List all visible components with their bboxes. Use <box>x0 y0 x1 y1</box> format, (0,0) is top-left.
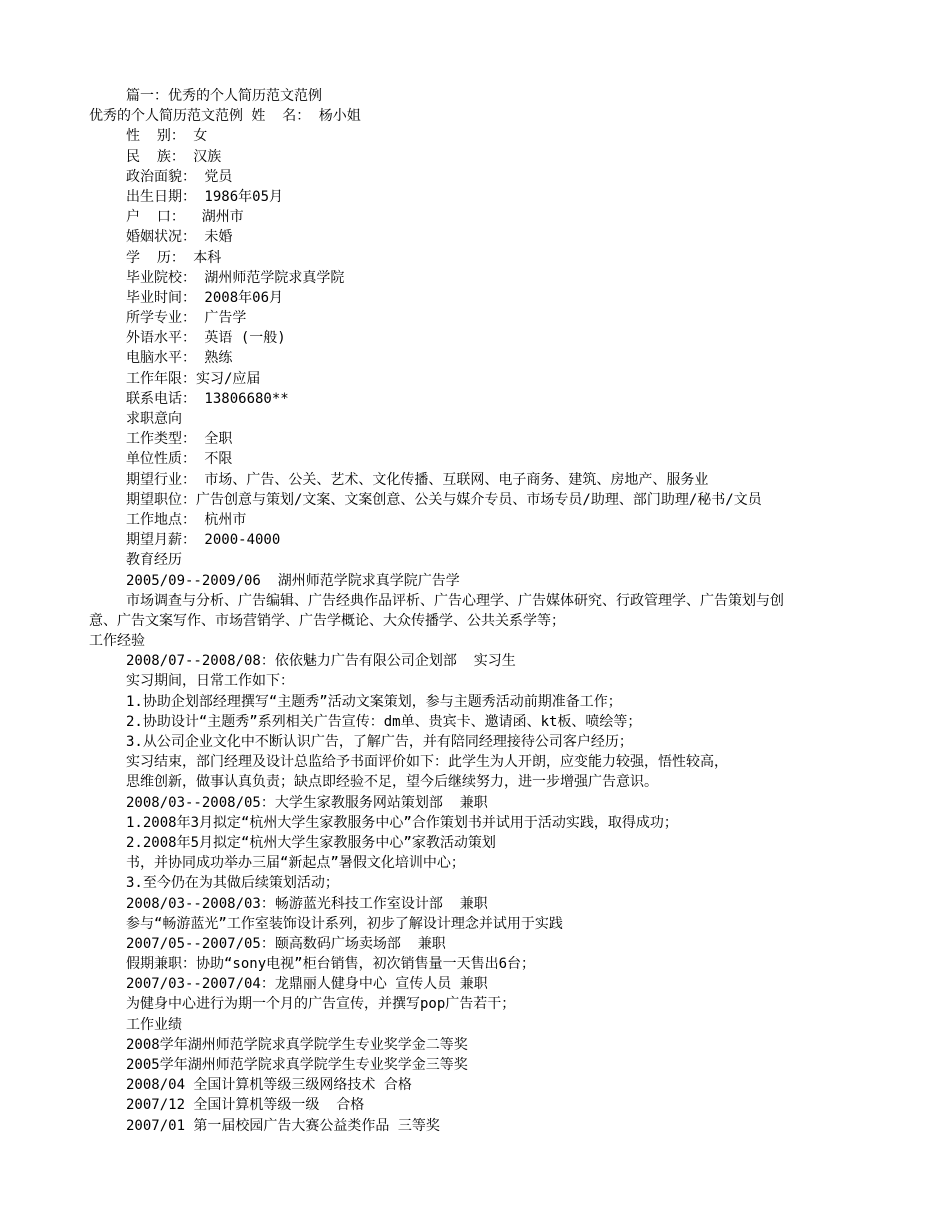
text-line: 外语水平： 英语 (一般) <box>126 330 286 347</box>
text-line: 电脑水平： 熟练 <box>126 350 233 367</box>
text-line: 篇一：优秀的个人简历范文范例 <box>126 88 322 104</box>
text-line: 2008/03--2008/05：大学生家教服务网站策划部 兼职 <box>126 794 488 811</box>
text-line: 联系电话： 13806680** <box>126 390 289 407</box>
text-line: 工作经验 <box>89 633 145 650</box>
text-line: 2005/09--2009/06 湖州师范学院求真学院广告学 <box>126 572 460 589</box>
text-line: 期望职位：广告创意与策划/文案、文案创意、公关与媒介专员、市场专员/助理、部门助理/秘书/文员 <box>126 491 762 508</box>
text-line: 求职意向 <box>126 411 182 427</box>
text-line: 意、广告文案写作、市场营销学、广告学概论、大众传播学、公共关系学等； <box>89 612 565 629</box>
text-line: 实习期间，日常工作如下： <box>126 673 294 690</box>
text-line: 2008学年湖州师范学院求真学院学生专业奖学金二等奖 <box>126 1036 468 1053</box>
text-line: 单位性质： 不限 <box>126 451 233 468</box>
text-line: 2008/03--2008/03：畅游蓝光科技工作室设计部 兼职 <box>126 895 488 912</box>
text-line: 实习结束，部门经理及设计总监给予书面评价如下：此学生为人开朗，应变能力较强，悟性较高， <box>126 754 728 771</box>
text-line: 毕业院校： 湖州师范学院求真学院 <box>126 269 345 286</box>
text-line: 2008/04 全国计算机等级三级网络技术 合格 <box>126 1077 412 1094</box>
text-line: 书，并协同成功举办三届“新起点”暑假文化培训中心； <box>126 855 465 872</box>
text-line: 2.协助设计“主题秀”系列相关广告宣传：dm单、贵宾卡、邀请函、kt板、喷绘等； <box>126 713 642 730</box>
text-line: 期望行业： 市场、广告、公关、艺术、文化传播、互联网、电子商务、建筑、房地产、服务业 <box>126 471 709 488</box>
text-line: 毕业时间： 2008年06月 <box>126 289 284 306</box>
text-line: 假期兼职：协助“sony电视”柜台销售，初次销售量一天售出6台； <box>126 956 535 973</box>
text-line: 教育经历 <box>126 552 182 569</box>
text-line: 1.2008年3月拟定“杭州大学生家教服务中心”合作策划书并试用于活动实践，取得成功； <box>126 814 678 831</box>
text-line: 2007/12 全国计算机等级一级 合格 <box>126 1097 365 1114</box>
text-line: 期望月薪： 2000-4000 <box>126 532 281 549</box>
text-line: 2005学年湖州师范学院求真学院学生专业奖学金三等奖 <box>126 1057 468 1073</box>
text-line: 工作地点： 杭州市 <box>126 511 247 528</box>
text-line: 政治面貌： 党员 <box>126 168 233 185</box>
text-line: 婚姻状况： 未婚 <box>126 229 233 246</box>
text-line: 学 历： 本科 <box>126 249 222 266</box>
text-line: 性 别： 女 <box>126 128 208 145</box>
text-line: 3.至今仍在为其做后续策划活动； <box>126 875 339 892</box>
text-line: 为健身中心进行为期一个月的广告宣传，并撰写pop广告若干； <box>126 996 516 1013</box>
text-line: 所学专业： 广告学 <box>126 310 247 327</box>
text-line: 工作业绩 <box>126 1016 182 1033</box>
text-line: 市场调查与分析、广告编辑、广告经典作品评析、广告心理学、广告媒体研究、行政管理学、广告策划与创 <box>126 592 784 609</box>
text-line: 2007/01 第一届校园广告大赛公益类作品 三等奖 <box>126 1117 440 1134</box>
text-line: 民 族： 汉族 <box>126 148 222 165</box>
text-line: 3.从公司企业文化中不断认识广告，了解广告，并有陪同经理接待公司客户经历； <box>126 734 633 750</box>
text-line: 优秀的个人简历范文范例 姓 名： 杨小姐 <box>89 108 361 125</box>
text-line: 参与“畅游蓝光”工作室装饰设计系列，初步了解设计理念并试用于实践 <box>126 915 563 932</box>
text-line: 1.协助企划部经理撰写“主题秀”活动文案策划，参与主题秀活动前期准备工作； <box>126 693 622 710</box>
text-line: 工作类型： 全职 <box>126 431 233 448</box>
text-line: 出生日期： 1986年05月 <box>126 188 284 205</box>
text-line: 2008/07--2008/08：依依魅力广告有限公司企划部 实习生 <box>126 653 516 670</box>
text-line: 2007/05--2007/05：颐高数码广场卖场部 兼职 <box>126 935 446 952</box>
text-line: 户 口： 湖州市 <box>126 209 244 226</box>
document-body <box>0 86 950 1136</box>
text-line: 思维创新，做事认真负责；缺点即经验不足，望今后继续努力，进一步增强广告意识。 <box>126 774 658 791</box>
text-line: 2007/03--2007/04：龙鼎丽人健身中心 宣传人员 兼职 <box>126 976 488 993</box>
text-line: 工作年限：实习/应届 <box>126 370 261 387</box>
text-line: 2.2008年5月拟定“杭州大学生家教服务中心”家教活动策划 <box>126 834 496 851</box>
